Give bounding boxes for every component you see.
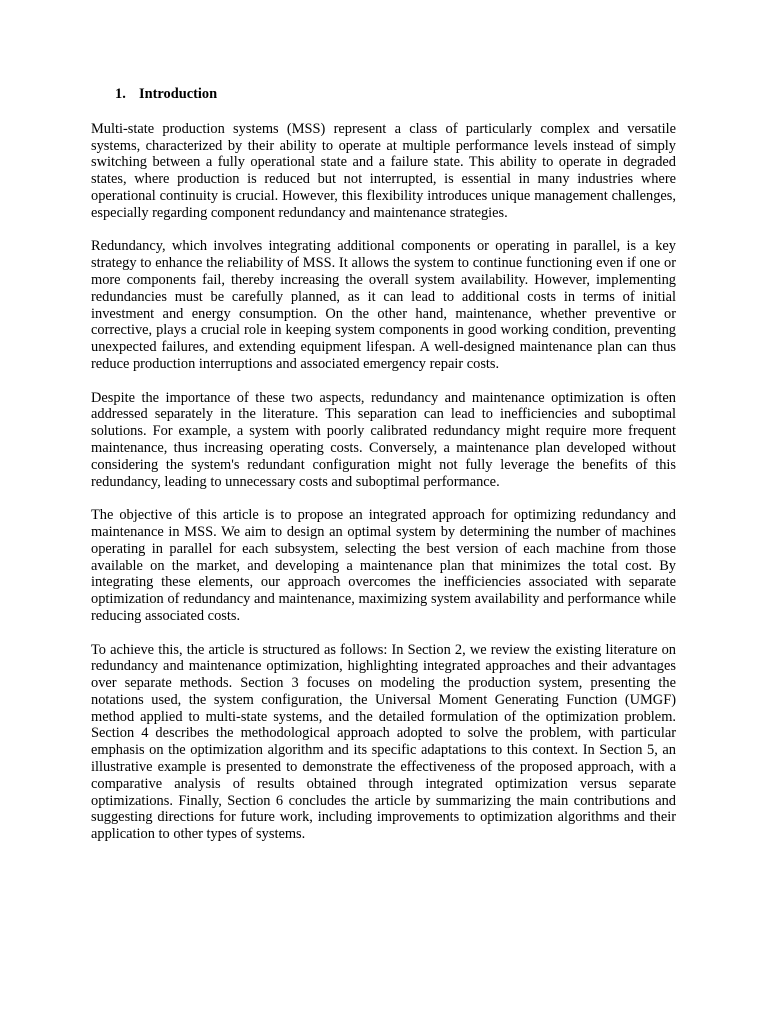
paragraph-5: To achieve this, the article is structured as follows: In Section 2, we review the existing literature on redundancy and maintenance optimization, highlighting integrated approaches and their advantages over separate methods. Section 3 focuses on modeling the production system, presenting the notations used, the system configuration, the Universal Moment Generating Function (UMGF) method applied to multi-state systems, and the detailed formulation of the optimization problem. Section 4 describes the methodological approach adopted to solve the problem, with particular emphasis on the optimization algorithm and its specific adaptations to this context. In Section 5, an illustrative example is presented to demonstrate the effectiveness of the proposed approach, with a comparative analysis of results obtained through integrated optimization versus separate optimizations. Finally, Section 6 concludes the article by summarizing the main contributions and suggesting directions for future work, including improvements to optimization algorithms and their application to other types of systems. xyxy=(91,641,676,843)
document-page xyxy=(91,86,676,860)
section-title: Introduction xyxy=(139,86,218,102)
paragraph-4: The objective of this article is to propose an integrated approach for optimizing redundancy and maintenance in MSS. We aim to design an optimal system by determining the number of machines operating in parallel for each subsystem, selecting the best version of each machine from those available on the market, and developing a maintenance plan that minimizes the total cost. By integrating these elements, our approach overcomes the inefficiencies associated with separate optimization of redundancy and maintenance, maximizing system availability and performance while reducing associated costs. xyxy=(91,507,676,624)
section-heading xyxy=(115,86,676,103)
paragraph-3: Despite the importance of these two aspects, redundancy and maintenance optimization is often addressed separately in the literature. This separation can lead to inefficiencies and suboptimal solutions. For example, a system with poorly calibrated redundancy might require more frequent maintenance, thus increasing operating costs. Conversely, a maintenance plan developed without considering the system's redundant configuration might not fully leverage the benefits of this redundancy, leading to unnecessary costs and suboptimal performance. xyxy=(91,389,676,490)
paragraph-1: Multi-state production systems (MSS) represent a class of particularly complex and versatile systems, characterized by their ability to operate at multiple performance levels instead of simply switching between a fully operational state and a failure state. This ability to operate in degraded states, where production is reduced but not interrupted, is essential in many industries where operational continuity is crucial. However, this flexibility introduces unique management challenges, especially regarding component redundancy and maintenance strategies. xyxy=(91,120,676,221)
paragraph-2: Redundancy, which involves integrating additional components or operating in parallel, is a key strategy to enhance the reliability of MSS. It allows the system to continue functioning even if one or more components fail, thereby increasing the overall system availability. However, implementing redundancies must be carefully planned, as it can lead to additional costs in terms of initial investment and energy consumption. On the other hand, maintenance, whether preventive or corrective, plays a crucial role in keeping system components in good working condition, preventing unexpected failures, and extending equipment lifespan. A well-designed maintenance plan can thus reduce production interruptions and associated emergency repair costs. xyxy=(91,238,676,372)
section-number: 1. xyxy=(115,86,126,102)
